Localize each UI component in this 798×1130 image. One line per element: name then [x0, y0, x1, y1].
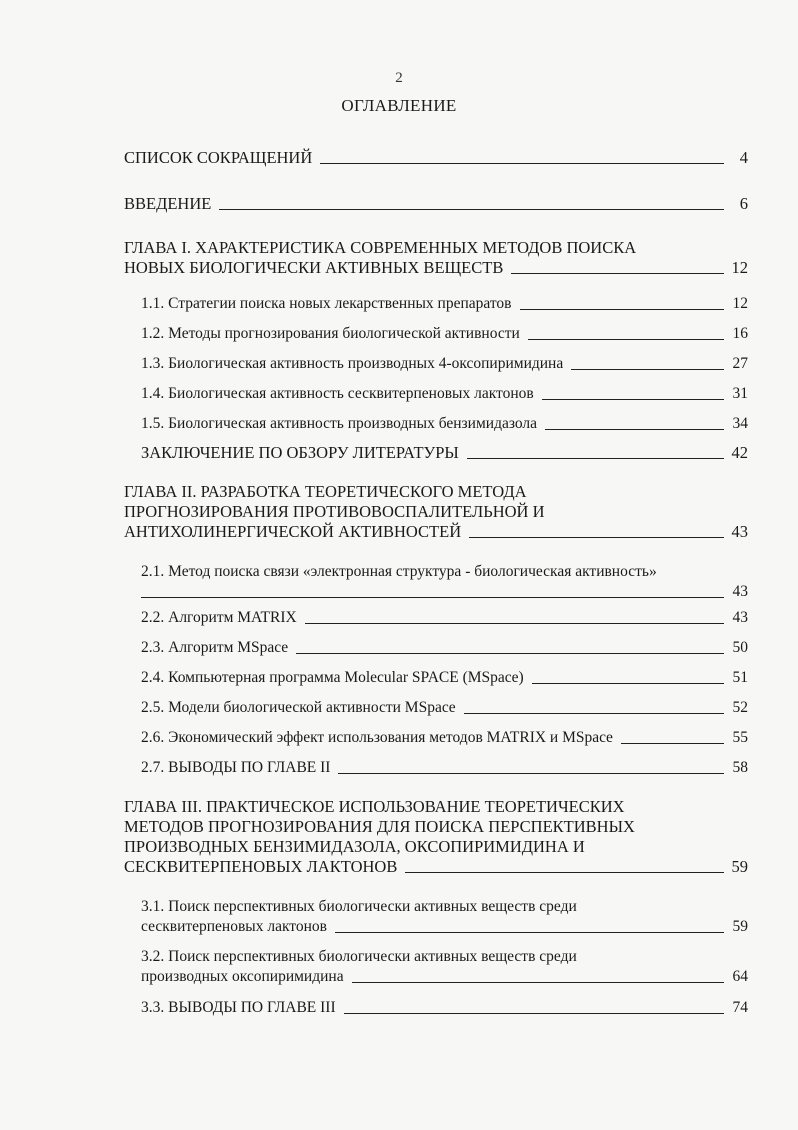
toc-entry-3-2[interactable] [141, 947, 748, 987]
dot-leader [520, 309, 725, 310]
dot-leader [141, 597, 724, 598]
toc-entry-page: 55 [732, 729, 748, 746]
dot-leader [528, 339, 724, 340]
toc-entry-1-1[interactable] [141, 294, 748, 314]
toc-entry-line: ГЛАВА I. ХАРАКТЕРИСТИКА СОВРЕМЕННЫХ МЕТОДОВ ПОИСКА [124, 238, 637, 257]
toc-entry-text: 2.3. Алгоритм MSpace [141, 639, 289, 656]
toc-entry-2-3[interactable] [141, 638, 748, 658]
toc-entry-page: 64 [732, 968, 748, 985]
toc-entry-chapter-1[interactable] [124, 238, 748, 278]
toc-entry-1-5[interactable] [141, 414, 748, 434]
dot-leader [405, 872, 724, 873]
toc-entry-2-6[interactable] [141, 728, 748, 748]
toc-entry-line: ГЛАВА II. РАЗРАБОТКА ТЕОРЕТИЧЕСКОГО МЕТОДА [124, 482, 527, 501]
toc-entry-page: 27 [732, 355, 748, 372]
toc-entry-text: ВВЕДЕНИЕ [124, 194, 212, 213]
toc-entry-text: 1.4. Биологическая активность сесквитерпеновых лактонов [141, 385, 534, 402]
toc-entry-line: 3.1. Поиск перспективных биологически активных веществ среди [141, 898, 577, 915]
dot-leader [467, 458, 724, 459]
dot-leader [320, 163, 724, 164]
dot-leader [296, 653, 724, 654]
toc-entry-1-4[interactable] [141, 384, 748, 404]
toc-entry-text: СЕСКВИТЕРПЕНОВЫХ ЛАКТОНОВ [124, 857, 398, 876]
toc-entry-page: 74 [732, 999, 748, 1016]
toc-entry-introduction[interactable] [124, 194, 748, 214]
toc-title: ОГЛАВЛЕНИЕ [341, 96, 457, 115]
toc-entry-2-2[interactable] [141, 608, 748, 628]
toc-entry-text: 2.5. Модели биологической активности MSpace [141, 699, 456, 716]
toc-entry-page: 43 [731, 522, 748, 541]
toc-entry-text: 2.6. Экономический эффект использования методов MATRIX и MSpace [141, 729, 613, 746]
toc-entry-page: 12 [732, 295, 748, 312]
toc-entry-page: 50 [732, 639, 748, 656]
toc-entry-2-5[interactable] [141, 698, 748, 718]
dot-leader [344, 1013, 724, 1014]
toc-entry-line: ГЛАВА III. ПРАКТИЧЕСКОЕ ИСПОЛЬЗОВАНИЕ ТЕОРЕТИЧЕСКИХ [124, 797, 625, 816]
dot-leader [305, 623, 724, 624]
dot-leader [464, 713, 724, 714]
toc-entry-3-1[interactable] [141, 897, 748, 937]
dot-leader [532, 683, 724, 684]
toc-entry-text: 1.1. Стратегии поиска новых лекарственных препаратов [141, 295, 512, 312]
toc-entry-2-7[interactable] [141, 758, 748, 778]
toc-entry-page: 6 [739, 194, 748, 213]
toc-entry-text: НОВЫХ БИОЛОГИЧЕСКИ АКТИВНЫХ ВЕЩЕСТВ [124, 258, 504, 277]
toc-entry-page: 58 [732, 759, 748, 776]
toc-entry-text: ЗАКЛЮЧЕНИЕ ПО ОБЗОРУ ЛИТЕРАТУРЫ [141, 443, 459, 462]
toc-entry-2-4[interactable] [141, 668, 748, 688]
toc-entry-1-2[interactable] [141, 324, 748, 344]
toc-entry-text: 2.4. Компьютерная программа Molecular SPACE (MSpace) [141, 669, 524, 686]
toc-entry-1-3[interactable] [141, 354, 748, 374]
toc-entry-line: МЕТОДОВ ПРОГНОЗИРОВАНИЯ ДЛЯ ПОИСКА ПЕРСПЕКТИВНЫХ [124, 817, 635, 836]
toc-entry-page: 52 [732, 699, 748, 716]
toc-entry-text: 2.2. Алгоритм MATRIX [141, 609, 297, 626]
toc-entry-text: СПИСОК СОКРАЩЕНИЙ [124, 148, 313, 167]
dot-leader [542, 399, 724, 400]
toc-entry-3-3[interactable] [141, 998, 748, 1018]
toc-entry-line: ПРОГНОЗИРОВАНИЯ ПРОТИВОВОСПАЛИТЕЛЬНОЙ И [124, 502, 545, 521]
toc-entry-page: 51 [732, 669, 748, 686]
page-number: 2 [395, 70, 403, 86]
toc-entry-text: сесквитерпеновых лактонов [141, 918, 327, 935]
toc-entry-text: АНТИХОЛИНЕРГИЧЕСКОЙ АКТИВНОСТЕЙ [124, 522, 462, 541]
dot-leader [469, 537, 724, 538]
toc-entry-page: 43 [732, 609, 748, 626]
dot-leader [335, 932, 724, 933]
dot-leader [571, 369, 724, 370]
toc-entry-line: 3.2. Поиск перспективных биологически активных веществ среди [141, 948, 577, 965]
dot-leader [219, 209, 724, 210]
dot-leader [545, 429, 724, 430]
toc-entry-text: 1.3. Биологическая активность производных 4-оксопиримидина [141, 355, 564, 372]
dot-leader [511, 273, 724, 274]
toc-entry-text: 3.3. ВЫВОДЫ ПО ГЛАВЕ III [141, 999, 336, 1016]
toc-entry-page: 31 [732, 385, 748, 402]
dot-leader [621, 743, 724, 744]
toc-entry-line: 2.1. Метод поиска связи «электронная структура - биологическая активность» [141, 563, 657, 580]
toc-entry-page: 16 [732, 325, 748, 342]
dot-leader [352, 982, 724, 983]
toc-entry-page: 42 [731, 443, 748, 462]
dot-leader [338, 773, 724, 774]
toc-entry-text: 1.2. Методы прогнозирования биологической активности [141, 325, 520, 342]
toc-entry-text: производных оксопиримидина [141, 968, 344, 985]
toc-entry-chapter-2[interactable] [124, 482, 748, 542]
toc-entry-text: 1.5. Биологическая активность производных бензимидазола [141, 415, 538, 432]
toc-entry-page: 59 [732, 918, 748, 935]
toc-entry-page: 12 [731, 258, 748, 277]
toc-entry-page: 34 [732, 415, 748, 432]
toc-entry-text: 2.7. ВЫВОДЫ ПО ГЛАВЕ II [141, 759, 331, 776]
toc-entry-line: ПРОИЗВОДНЫХ БЕНЗИМИДАЗОЛА, ОКСОПИРИМИДИНА И [124, 837, 585, 856]
toc-entry-page: 59 [731, 857, 748, 876]
toc-entry-literature-conclusion[interactable] [141, 443, 748, 463]
toc-entry-2-1[interactable] [141, 562, 748, 602]
toc-entry-chapter-3[interactable] [124, 797, 748, 877]
toc-entry-page: 4 [739, 148, 748, 167]
toc-entry-page: 43 [732, 583, 748, 600]
toc-entry-abbreviations[interactable] [124, 148, 748, 168]
